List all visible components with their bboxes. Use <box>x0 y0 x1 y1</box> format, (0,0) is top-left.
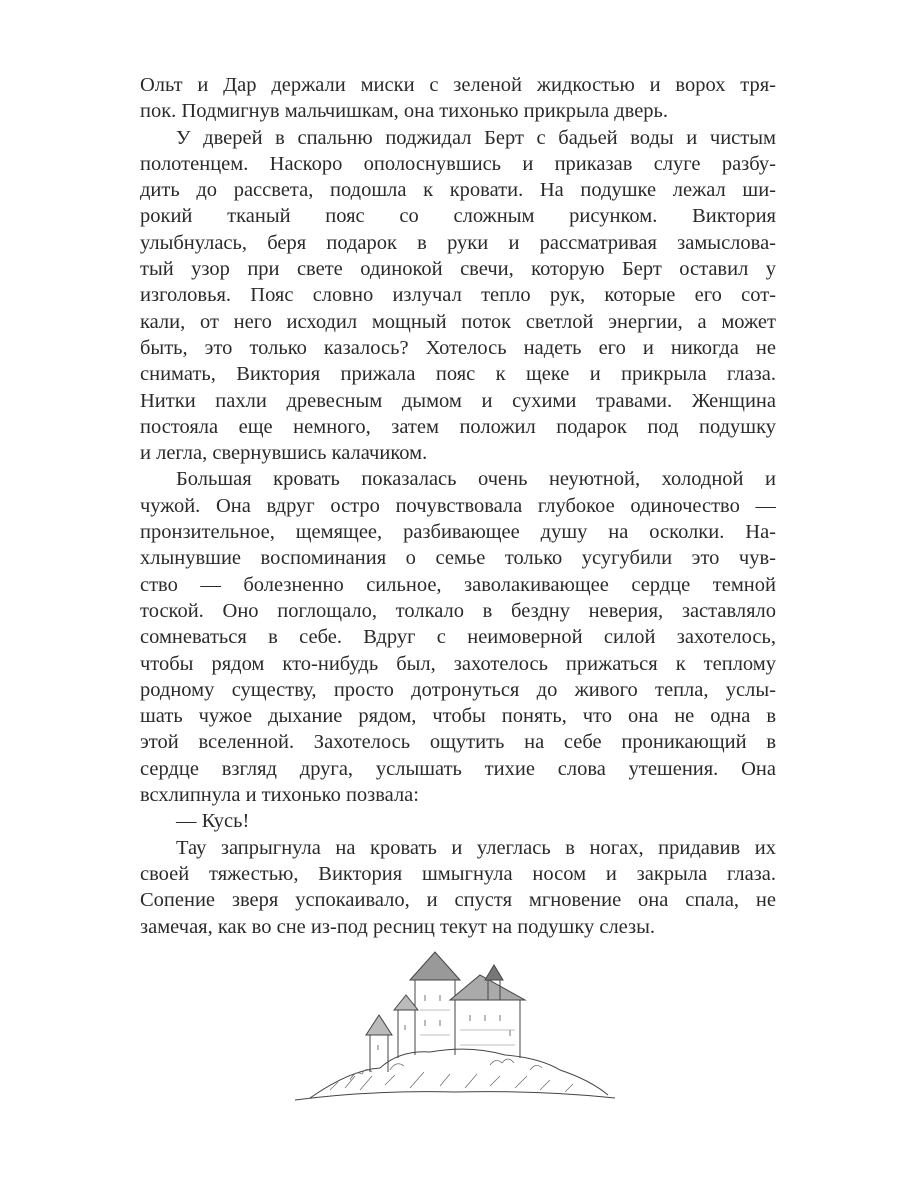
text-line: шать чужое дыхание рядом, чтобы понять, что она не одна в <box>140 705 776 728</box>
text-line: тоской. Оно поглощало, толкало в бездну неверия, заставляло <box>140 599 776 622</box>
text-line: чтобы рядом кто-нибудь был, захотелось прижаться к теплому <box>140 652 776 675</box>
text-line: Нитки пахли древесным дымом и сухими травами. Женщина <box>140 389 776 412</box>
text-line: родному существу, просто дотронуться до живого тепла, услы- <box>140 678 776 701</box>
text-line: сомневаться в себе. Вдруг с неимоверной силой захотелось, <box>140 626 776 649</box>
text-line: Ольт и Дар держали миски с зеленой жидкостью и ворох тря- <box>140 74 776 96</box>
castle-illustration <box>290 940 620 1105</box>
text-line: изголовья. Пояс словно излучал тепло рук, которые его сот- <box>140 284 776 307</box>
text-line: сердце взгляд друга, услышать тихие слова утешения. Она <box>140 757 776 780</box>
text-line: Большая кровать показалась очень неуютной, холодной и <box>176 468 776 491</box>
text-line: ство — болезненно сильное, заволакивающее сердце темной <box>140 573 776 596</box>
text-line: пронзительное, щемящее, разбивающее душу на осколки. На- <box>140 521 776 544</box>
text-line: дить до рассвета, подошла к кровати. На подушке лежал ши- <box>140 179 776 202</box>
text-line: своей тяжестью, Виктория шмыгнула носом и закрыла глаза. <box>140 862 776 885</box>
text-line: замечая, как во сне из-под ресниц текут на подушку слезы. <box>140 915 656 938</box>
text-line: Тау запрыгнула на кровать и улеглась в ногах, придавив их <box>176 836 776 859</box>
text-line: — Кусь! <box>176 810 250 833</box>
text-line: всхлипнула и тихонько позвала: <box>140 784 419 807</box>
text-line: Сопение зверя успокаивало, и спустя мгновение она спала, не <box>140 889 776 912</box>
text-line: хлынувшие воспоминания о семье только усугубили это чув- <box>140 547 776 570</box>
text-line: этой вселенной. Захотелось ощутить на себе проникающий в <box>140 731 776 754</box>
text-line: быть, это только казалось? Хотелось надеть его и никогда не <box>140 336 776 359</box>
text-line: постояла еще немного, затем положил подарок под подушку <box>140 415 776 438</box>
page-body-text <box>140 72 776 940</box>
text-line: рокий тканый пояс со сложным рисунком. Виктория <box>140 205 776 228</box>
text-line: улыбнулась, беря подарок в руки и рассматривая замыслова- <box>140 231 776 254</box>
text-line: пок. Подмигнув мальчишкам, она тихонько прикрыла дверь. <box>140 100 669 123</box>
text-line: и легла, свернувшись калачиком. <box>140 442 428 465</box>
text-line: чужой. Она вдруг остро почувствовала глубокое одиночество — <box>140 494 776 517</box>
text-line: кали, от него исходил мощный поток светлой энергии, а может <box>140 310 776 333</box>
text-line: У дверей в спальню поджидал Берт с бадьей воды и чистым <box>176 126 776 149</box>
text-line: тый узор при свете одинокой свечи, которую Берт оставил у <box>140 258 776 281</box>
text-line: полотенцем. Наскоро ополоснувшись и приказав слуге разбу- <box>140 152 776 175</box>
text-line: снимать, Виктория прижала пояс к щеке и прикрыла глаза. <box>140 363 776 386</box>
